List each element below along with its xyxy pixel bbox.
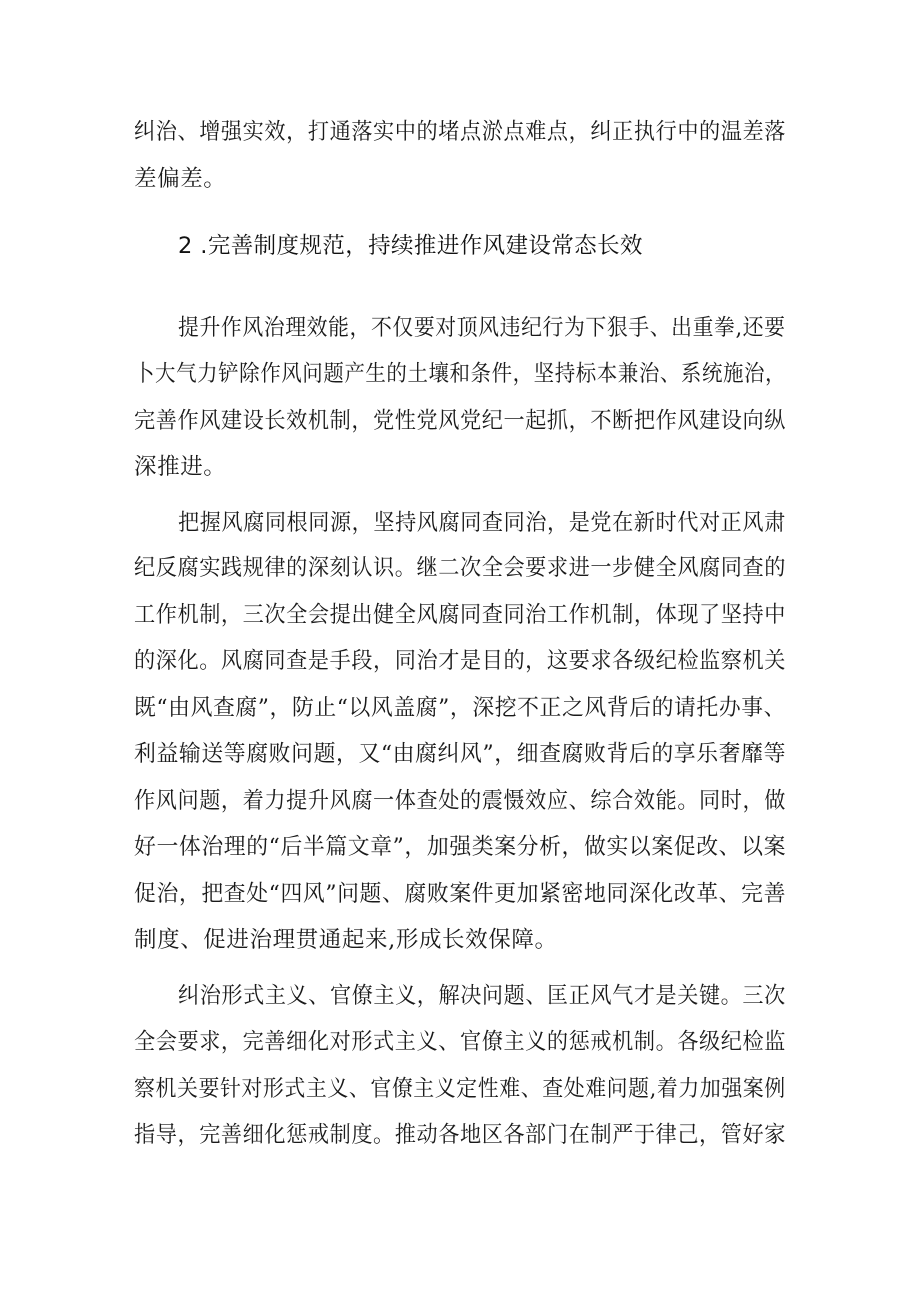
- section-heading: 2 .完善制度规范，持续推进作风建设常态长效: [178, 233, 643, 259]
- paragraph-3-line-7: 作风问题，着力提升风腐一体查处的震慑效应、综合效能。同时，做: [134, 788, 786, 814]
- paragraph-3-line-10: 制度、促进治理贯通起来,形成长效保障。: [134, 927, 558, 953]
- paragraph-4-line-3: 察机关要针对形式主义、官僚主义定性难、查处难问题,着力加强案例: [134, 1076, 786, 1102]
- paragraph-2-line-4: 深推进。: [134, 454, 227, 480]
- paragraph-1-line-2: 差偏差。: [134, 166, 227, 192]
- paragraph-2-line-2: 卜大气力铲除作风问题产生的土壤和条件，坚持标本兼治、系统施治，: [134, 361, 787, 387]
- paragraph-4-line-1: 纠治形式主义、官僚主义，解决问题、匡正风气才是关键。三次: [178, 983, 786, 1009]
- paragraph-2-line-3: 完善作风建设长效机制，党性党风党纪一起抓，不断把作风建设向纵: [134, 408, 786, 434]
- paragraph-3-line-4: 的深化。风腐同查是手段，同治才是目的，这要求各级纪检监察机关: [134, 648, 786, 674]
- paragraph-3-line-9: 促治，把查处“四风”问题、腐败案件更加紧密地同深化改革、完善: [134, 881, 787, 907]
- paragraph-4-line-2: 全会要求，完善细化对形式主义、官僚主义的惩戒机制。各级纪检监: [134, 1029, 786, 1055]
- paragraph-1-line-1: 纠治、增强实效，打通落实中的堵点淤点难点，纠正执行中的温差落: [134, 119, 786, 145]
- paragraph-4-line-4: 指导，完善细化惩戒制度。推动各地区各部门在制严于律己，管好家: [134, 1122, 786, 1148]
- paragraph-3-line-2: 纪反腐实践规律的深刻认识。继二次全会要求进一步健全风腐同查的: [134, 555, 786, 581]
- paragraph-3-line-5: 既“由风查腐”，防止“以风盖腐”，深挖不正之风背后的请托办事、: [134, 695, 787, 721]
- paragraph-2-line-1: 提升作风治理效能，不仅要对顶风违纪行为下狠手、出重拳,还要: [178, 315, 786, 341]
- paragraph-3-line-8: 好一体治理的“后半篇文章”，加强类案分析，做实以案促改、以案: [134, 834, 787, 860]
- paragraph-3-line-3: 工作机制，三次全会提出健全风腐同查同治工作机制，体现了坚持中: [134, 602, 786, 628]
- paragraph-3-line-1: 把握风腐同根同源，坚持风腐同查同治，是党在新时代对正风肃: [178, 510, 786, 536]
- paragraph-3-line-6: 利益输送等腐败问题，又“由腐纠风”，细查腐败背后的享乐奢靡等: [134, 741, 787, 767]
